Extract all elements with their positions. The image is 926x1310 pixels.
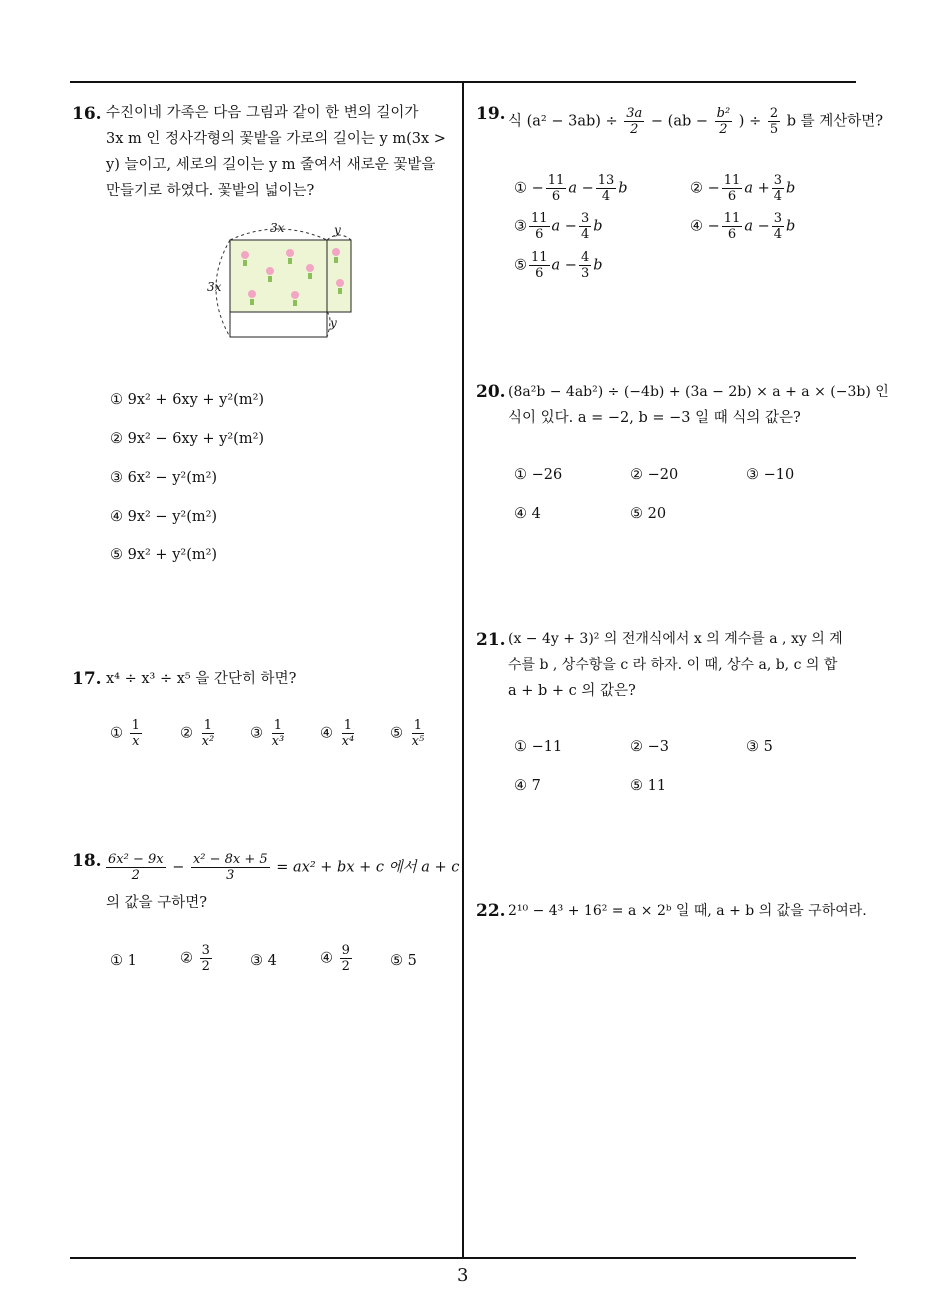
q19-o3-frac-b (579, 211, 591, 242)
q21-option-4[interactable]: ④ 7 (514, 778, 541, 794)
q18-frac-1-num: 6x² − 9x (108, 852, 164, 867)
q17-denom-4: x⁴ (341, 734, 355, 749)
q20-option-3[interactable]: ③ −10 (746, 467, 795, 483)
q19-frac-3 (768, 106, 780, 137)
q19-o2-ad: 6 (727, 189, 737, 204)
q19-o3-bd: 4 (580, 227, 590, 242)
q17-frac-5 (410, 718, 427, 749)
q19-o5-frac-b (579, 250, 591, 281)
q18-option-2-frac (200, 943, 212, 974)
q19-o3-ad: 6 (535, 227, 544, 242)
q18-frac-1 (106, 852, 166, 883)
q19-part-b: − (ab − (650, 113, 709, 130)
q17-marker-4: ④ (320, 725, 333, 742)
q19-frac-1-den: 2 (630, 122, 639, 137)
q19-o1-marker: ① − (514, 180, 544, 197)
q18-option-4-den: 2 (341, 959, 350, 974)
q19-option-4[interactable] (690, 211, 795, 242)
q19-o2-bd: 4 (773, 189, 782, 204)
q19-option-5[interactable] (514, 250, 603, 281)
q19-o4-an: 11 (723, 211, 741, 226)
q18-rest: = ax² + bx + c 에서 a + c (276, 859, 460, 876)
q19-o4-bn: 3 (773, 211, 782, 226)
q18-option-4-marker: ④ (320, 950, 333, 967)
q18-frac-1-den: 2 (131, 868, 140, 883)
q16-fig-label-top: 3x (270, 221, 285, 235)
q18-frac-2 (191, 852, 270, 883)
q17-numer-5: 1 (413, 718, 423, 733)
q19-o1-bd: 4 (601, 189, 611, 204)
q17-denom-1: x (132, 734, 140, 749)
q17-option-1[interactable] (110, 718, 144, 749)
q19-frac-3-num: 2 (769, 106, 779, 121)
q20-option-2[interactable]: ② −20 (630, 467, 679, 483)
q19-o2-frac-b (772, 173, 784, 204)
q20-line1: (8a²b − 4ab²) ÷ (−4b) + (3a − 2b) × a + a × (−3b) 인 (508, 384, 889, 400)
q18-option-3[interactable]: ③ 4 (250, 953, 277, 969)
q21-option-2[interactable]: ② −3 (630, 739, 669, 755)
q19-o1-b: b (618, 180, 628, 197)
q19-o4-mid: a − (744, 218, 770, 235)
q19-o5-ad: 6 (535, 266, 544, 281)
q16-number: 16. (72, 104, 102, 124)
q18-option-2-marker: ② (180, 950, 193, 967)
q19-o4-marker: ④ − (690, 218, 720, 235)
q19-o2-b: b (786, 180, 796, 197)
column-divider (462, 81, 464, 1259)
q17-option-4[interactable] (320, 718, 358, 749)
q19-frac-2-den: 2 (719, 122, 728, 137)
q20-line2: 식이 있다. a = −2, b = −3 일 때 식의 값은? (508, 410, 801, 426)
q18-option-5[interactable]: ⑤ 5 (390, 953, 417, 969)
q17-frac-1 (130, 718, 142, 749)
q19-o1-ad: 6 (551, 189, 561, 204)
q18-option-4-frac (340, 943, 352, 974)
q18-minus: − (172, 859, 185, 876)
q19-o2-marker: ② − (690, 180, 720, 197)
q17-frac-4 (340, 718, 357, 749)
q17-marker-1: ① (110, 725, 123, 742)
q19-o2-frac-a (722, 173, 743, 204)
q19-option-3[interactable] (514, 211, 603, 242)
q18-option-1[interactable]: ① 1 (110, 953, 137, 969)
q19-o5-frac-a (529, 250, 550, 281)
q19-expression (508, 106, 883, 137)
q16-line4: 만들기로 하였다. 꽃밭의 넓이는? (106, 183, 315, 199)
q16-option-3[interactable]: ③ 6x² − y²(m²) (110, 470, 218, 486)
q19-frac-1 (624, 106, 644, 137)
q19-o4-bd: 4 (773, 227, 782, 242)
q19-o2-bn: 3 (773, 173, 782, 188)
q19-o2-mid: a + (744, 180, 770, 197)
q19-o4-frac-b (772, 211, 784, 242)
q17-option-5[interactable] (390, 718, 428, 749)
q19-o1-bn: 13 (597, 173, 615, 188)
q17-frac-3 (270, 718, 287, 749)
q19-o5-bd: 3 (580, 266, 590, 281)
q17-number: 17. (72, 669, 102, 689)
q21-line1: (x − 4y + 3)² 의 전개식에서 x 의 계수를 a , xy 의 계 (508, 631, 843, 647)
q17-text: x⁴ ÷ x³ ÷ x⁵ 을 간단히 하면? (106, 671, 297, 687)
q19-o5-bn: 4 (580, 250, 590, 265)
page-number: 3 (457, 1265, 469, 1286)
q18-option-4-num: 9 (341, 943, 350, 958)
q19-o1-frac-a (546, 173, 567, 204)
q16-option-5[interactable]: ⑤ 9x² + y²(m²) (110, 547, 218, 563)
q21-number: 21. (476, 630, 506, 650)
q19-o4-frac-a (722, 211, 743, 242)
q16-option-1[interactable]: ① 9x² + 6xy + y²(m²) (110, 392, 265, 408)
q19-o1-mid: a − (568, 180, 594, 197)
q18-option-2-den: 2 (201, 959, 210, 974)
q22-text: 2¹⁰ − 4³ + 16² = a × 2ᵇ 일 때, a + b 의 값을 구하여라. (508, 903, 867, 919)
q16-fig-label-right-top: y (334, 223, 341, 237)
q16-fig-label-left: 3x (207, 280, 222, 294)
q18-expression (104, 852, 459, 883)
q17-numer-1: 1 (131, 718, 140, 733)
q19-option-1[interactable] (514, 173, 628, 204)
q18-option-2-num: 3 (201, 943, 210, 958)
q19-part-a: 식 (a² − 3ab) ÷ (508, 113, 618, 130)
q17-marker-2: ② (180, 725, 193, 742)
q18-frac-2-num: x² − 8x + 5 (192, 852, 268, 867)
q18-frac-2-den: 3 (226, 868, 235, 883)
q17-numer-2: 1 (203, 718, 213, 733)
q16-fig-label-right-bottom: y (330, 316, 337, 330)
q19-o1-an: 11 (547, 173, 565, 188)
q20-option-4[interactable]: ④ 4 (514, 506, 541, 522)
q21-option-5[interactable]: ⑤ 11 (630, 778, 667, 794)
q21-line3: a + b + c 의 값은? (508, 683, 636, 699)
q19-o3-b: b (593, 218, 603, 235)
q19-o3-frac-a (529, 211, 550, 242)
q17-marker-3: ③ (250, 725, 263, 742)
q19-option-2[interactable] (690, 173, 795, 204)
q17-frac-2 (200, 718, 217, 749)
q18-option-4[interactable] (320, 943, 354, 974)
q19-part-c: ) ÷ (738, 113, 762, 130)
q19-o3-marker: ③ (514, 218, 527, 235)
q19-frac-2-num: b² (716, 106, 731, 121)
q19-o5-mid: a − (551, 257, 577, 274)
q17-marker-5: ⑤ (390, 725, 403, 742)
q19-o3-bn: 3 (580, 211, 590, 226)
q19-o4-ad: 6 (727, 227, 737, 242)
q17-option-3[interactable] (250, 718, 288, 749)
q20-option-1[interactable]: ① −26 (514, 467, 563, 483)
q17-denom-5: x⁵ (411, 734, 425, 749)
q19-frac-3-den: 5 (769, 122, 779, 137)
q18-line2: 의 값을 구하면? (106, 895, 208, 911)
q18-option-2[interactable] (180, 943, 214, 974)
q19-o2-an: 11 (723, 173, 741, 188)
q16-line1: 수진이네 가족은 다음 그림과 같이 한 변의 길이가 (106, 105, 419, 121)
q19-part-d: b 를 계산하면? (786, 113, 884, 130)
q18-number: 18. (72, 851, 102, 871)
q16-option-2[interactable]: ② 9x² − 6xy + y²(m²) (110, 431, 265, 447)
q19-o5-an: 11 (531, 250, 548, 265)
q17-numer-4: 1 (343, 718, 353, 733)
q16-line2: 3x m 인 정사각형의 꽃밭을 가로의 길이는 y m(3x > (106, 131, 446, 147)
q19-frac-2 (715, 106, 733, 137)
q19-o1-frac-b (596, 173, 617, 204)
q17-denom-3: x³ (271, 734, 285, 749)
q19-o5-b: b (593, 257, 603, 274)
q16-option-4[interactable]: ④ 9x² − y²(m²) (110, 509, 218, 525)
q17-denom-2: x² (201, 734, 215, 749)
q21-option-1[interactable]: ① −11 (514, 739, 563, 755)
q19-o5-marker: ⑤ (514, 257, 527, 274)
q20-number: 20. (476, 382, 506, 402)
q22-number: 22. (476, 901, 506, 921)
q17-option-2[interactable] (180, 718, 218, 749)
q20-option-5[interactable]: ⑤ 20 (630, 506, 667, 522)
q19-o3-mid: a − (551, 218, 577, 235)
q19-o4-b: b (786, 218, 796, 235)
q19-number: 19. (476, 104, 506, 124)
q21-line2: 수를 b , 상수항을 c 라 하자. 이 때, 상수 a, b, c 의 합 (508, 657, 838, 673)
q17-numer-3: 1 (273, 718, 283, 733)
q16-line3: y) 늘이고, 세로의 길이는 y m 줄여서 새로운 꽃밭을 (106, 157, 436, 173)
q21-option-3[interactable]: ③ 5 (746, 739, 773, 755)
q19-o3-an: 11 (531, 211, 548, 226)
q19-frac-1-num: 3a (626, 106, 643, 121)
q16-flowerbed-figure (200, 220, 370, 345)
